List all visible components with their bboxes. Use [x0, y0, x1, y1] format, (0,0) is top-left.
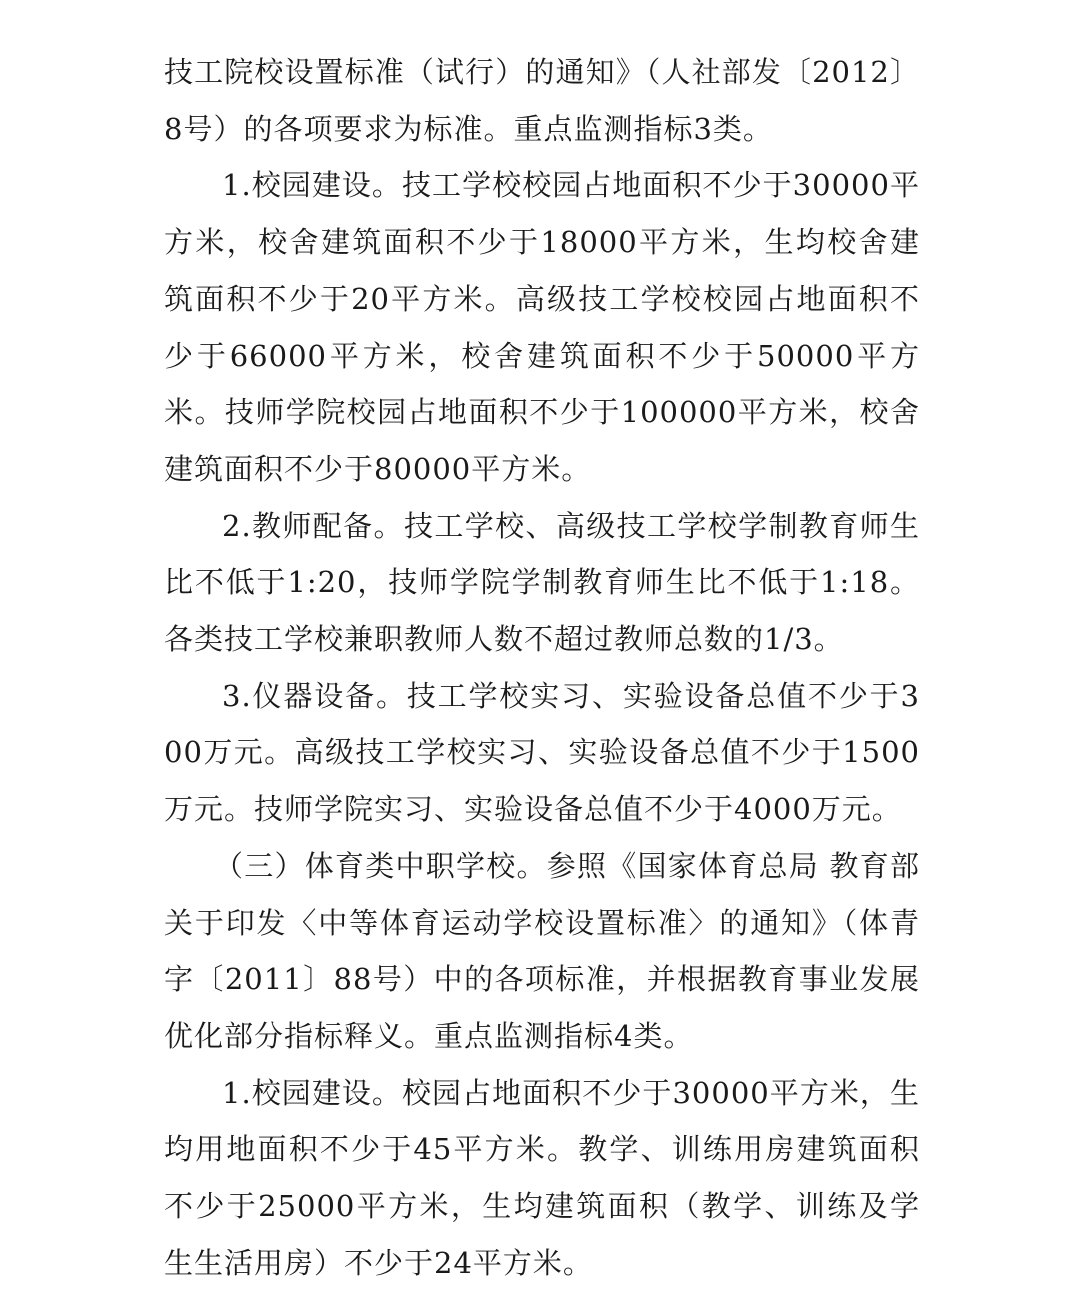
document-body	[164, 44, 920, 1291]
paragraph-campus-construction-technical: 1.校园建设。技工学校校园占地面积不少于30000平方米，校舍建筑面积不少于18000平方米，生均校舍建筑面积不少于20平方米。高级技工学校校园占地面积不少于66000平方米，校舍建筑面积不少于50000平方米。技师学院校园占地面积不少于100000平方米，校舍建筑面积不少于80000平方米。	[164, 168, 920, 486]
paragraph-equipment: 3.仪器设备。技工学校实习、实验设备总值不少于300万元。高级技工学校实习、实验设备总值不少于1500万元。技师学院实习、实验设备总值不少于4000万元。	[164, 678, 920, 827]
paragraph-standard-reference: 技工院校设置标准（试行）的通知》（人社部发〔2012〕8号）的各项要求为标准。重点监测指标3类。	[164, 55, 920, 146]
paragraph-sports-schools: （三）体育类中职学校。参照《国家体育总局 教育部关于印发〈中等体育运动学校设置标准〉的通知》（体青字〔2011〕88号）中的各项标准，并根据教育事业发展优化部分指标释义。重点监测指标4类。	[164, 848, 920, 1053]
paragraph-teacher-staffing: 2.教师配备。技工学校、高级技工学校学制教育师生比不低于1:20，技师学院学制教育师生比不低于1:18。各类技工学校兼职教师人数不超过教师总数的1/3。	[164, 508, 920, 657]
paragraph-campus-construction-sports: 1.校园建设。校园占地面积不少于30000平方米，生均用地面积不少于45平方米。教学、训练用房建筑面积不少于25000平方米，生均建筑面积（教学、训练及学生生活用房）不少于24平方米。	[164, 1075, 920, 1280]
